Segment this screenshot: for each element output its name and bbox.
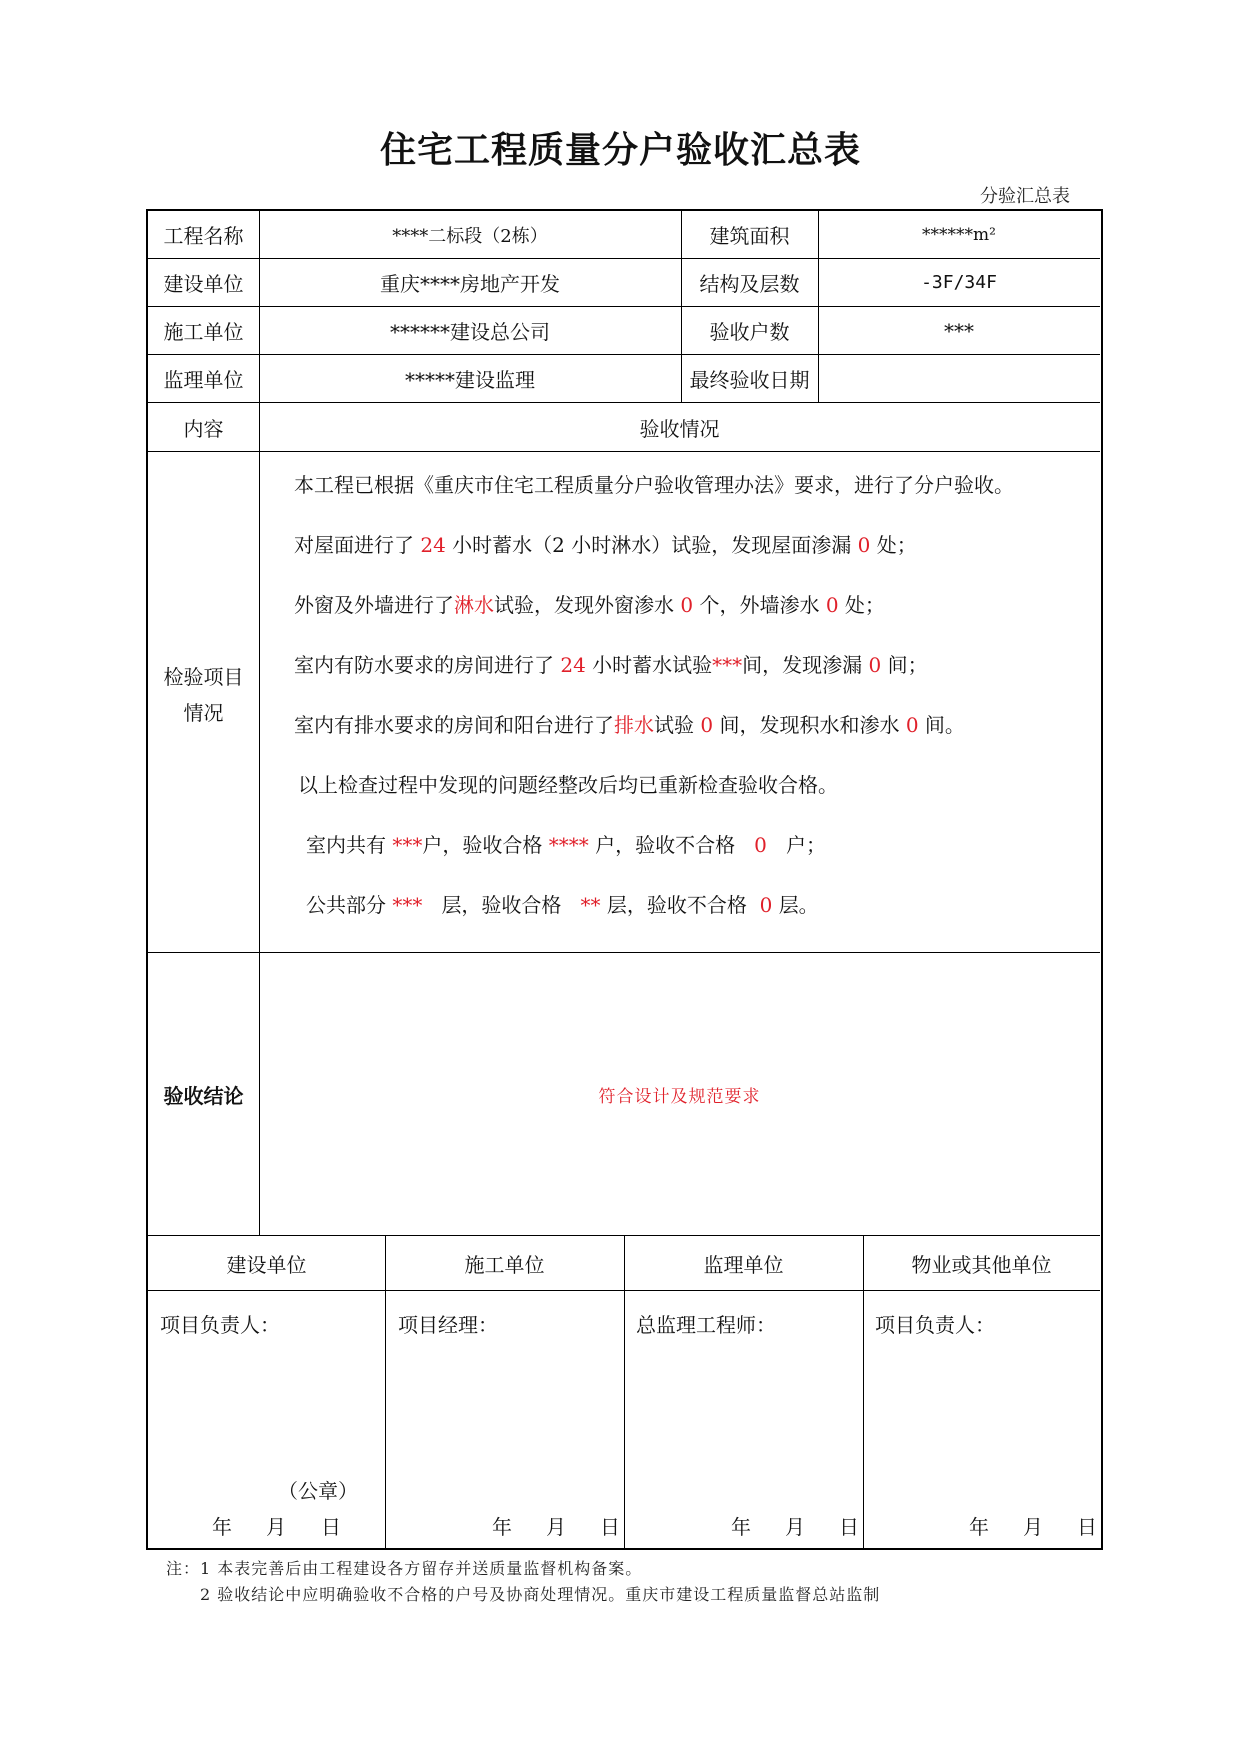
project-name-value: ****二标段（2栋）	[392, 225, 548, 247]
developer-value: 重庆****房地产开发	[380, 272, 560, 296]
inspection-line-drainage: 室内有排水要求的房间和阳台进行了排水试验 0 间，发现积水和渗水 0 间。	[294, 713, 965, 737]
footnote-2: 2 验收结论中应明确验收不合格的户号及协商处理情况。重庆市建设工程质量监督总站监制	[200, 1585, 881, 1604]
page-title: 住宅工程质量分户验收汇总表	[379, 130, 861, 171]
acceptance-form-table	[146, 209, 1103, 1550]
structure-floors-value: -3F/34F	[921, 272, 997, 293]
sig-unit-property: 物业或其他单位	[911, 1252, 1052, 1277]
developer-label: 建设单位	[163, 272, 244, 296]
inspection-line-households: 室内共有 ***户，验收合格 **** 户，验收不合格 0 户；	[306, 833, 826, 857]
sig-role-developer: 项目负责人：	[160, 1313, 280, 1337]
sig-unit-supervisor: 监理单位	[703, 1252, 784, 1277]
inspection-line-public-floors: 公共部分 *** 层，验收合格 ** 层，验收不合格 0 层。	[306, 893, 819, 917]
date-month-3: 月	[785, 1515, 805, 1539]
structure-floors-label: 结构及层数	[699, 272, 800, 296]
sig-unit-contractor: 施工单位	[464, 1252, 545, 1277]
contractor-value: ******建设总公司	[390, 320, 550, 344]
date-year-1: 年	[212, 1515, 232, 1539]
sig-role-property: 项目负责人：	[875, 1313, 995, 1337]
supervisor-value: *****建设监理	[405, 368, 535, 392]
supervisor-label: 监理单位	[163, 368, 244, 392]
household-count-value: ***	[944, 318, 974, 343]
conclusion-label: 验收结论	[163, 1083, 244, 1108]
sig-role-contractor: 项目经理：	[398, 1313, 498, 1337]
date-year-2: 年	[492, 1515, 512, 1539]
contractor-label: 施工单位	[163, 320, 244, 344]
footnote-1: 注：1 本表完善后由工程建设各方留存并送质量监督机构备案。	[166, 1559, 643, 1578]
date-month-2: 月	[546, 1515, 566, 1539]
final-date-value	[818, 355, 1100, 402]
conclusion-text: 符合设计及规范要求	[598, 1086, 761, 1107]
date-year-3: 年	[731, 1515, 751, 1539]
date-day-2: 日	[600, 1515, 620, 1539]
form-code: 分验汇总表	[980, 186, 1070, 207]
sig-seal-developer: （公章）	[278, 1479, 358, 1503]
inspection-label-line2: 情况	[183, 700, 224, 725]
content-header-value: 验收情况	[639, 416, 720, 441]
content-header-label: 内容	[183, 416, 224, 441]
building-area-label: 建筑面积	[709, 224, 790, 248]
inspection-line-waterproof: 室内有防水要求的房间进行了 24 小时蓄水试验***间，发现渗漏 0 间；	[294, 653, 928, 677]
date-day-4: 日	[1077, 1515, 1097, 1539]
sig-role-supervisor: 总监理工程师：	[636, 1313, 776, 1337]
inspection-label-line1: 检验项目	[163, 664, 244, 689]
inspection-line-rectified: 以上检查过程中发现的问题经整改后均已重新检查验收合格。	[298, 773, 838, 797]
date-month-4: 月	[1023, 1515, 1043, 1539]
project-name-label: 工程名称	[163, 224, 244, 248]
inspection-line-roof: 对屋面进行了 24 小时蓄水（2 小时淋水）试验，发现屋面渗漏 0 处；	[294, 533, 917, 557]
sig-unit-developer: 建设单位	[226, 1252, 307, 1277]
household-count-label: 验收户数	[709, 320, 790, 344]
date-year-4: 年	[969, 1515, 989, 1539]
date-day-1: 日	[321, 1515, 341, 1539]
inspection-line-window: 外窗及外墙进行了淋水试验，发现外窗渗水 0 个，外墙渗水 0 处；	[294, 593, 885, 617]
inspection-line-basis: 本工程已根据《重庆市住宅工程质量分户验收管理办法》要求，进行了分户验收。	[294, 473, 1014, 497]
final-date-label: 最终验收日期	[689, 368, 810, 392]
building-area-value: ******m²	[922, 224, 996, 245]
date-month-1: 月	[266, 1515, 286, 1539]
date-day-3: 日	[839, 1515, 859, 1539]
